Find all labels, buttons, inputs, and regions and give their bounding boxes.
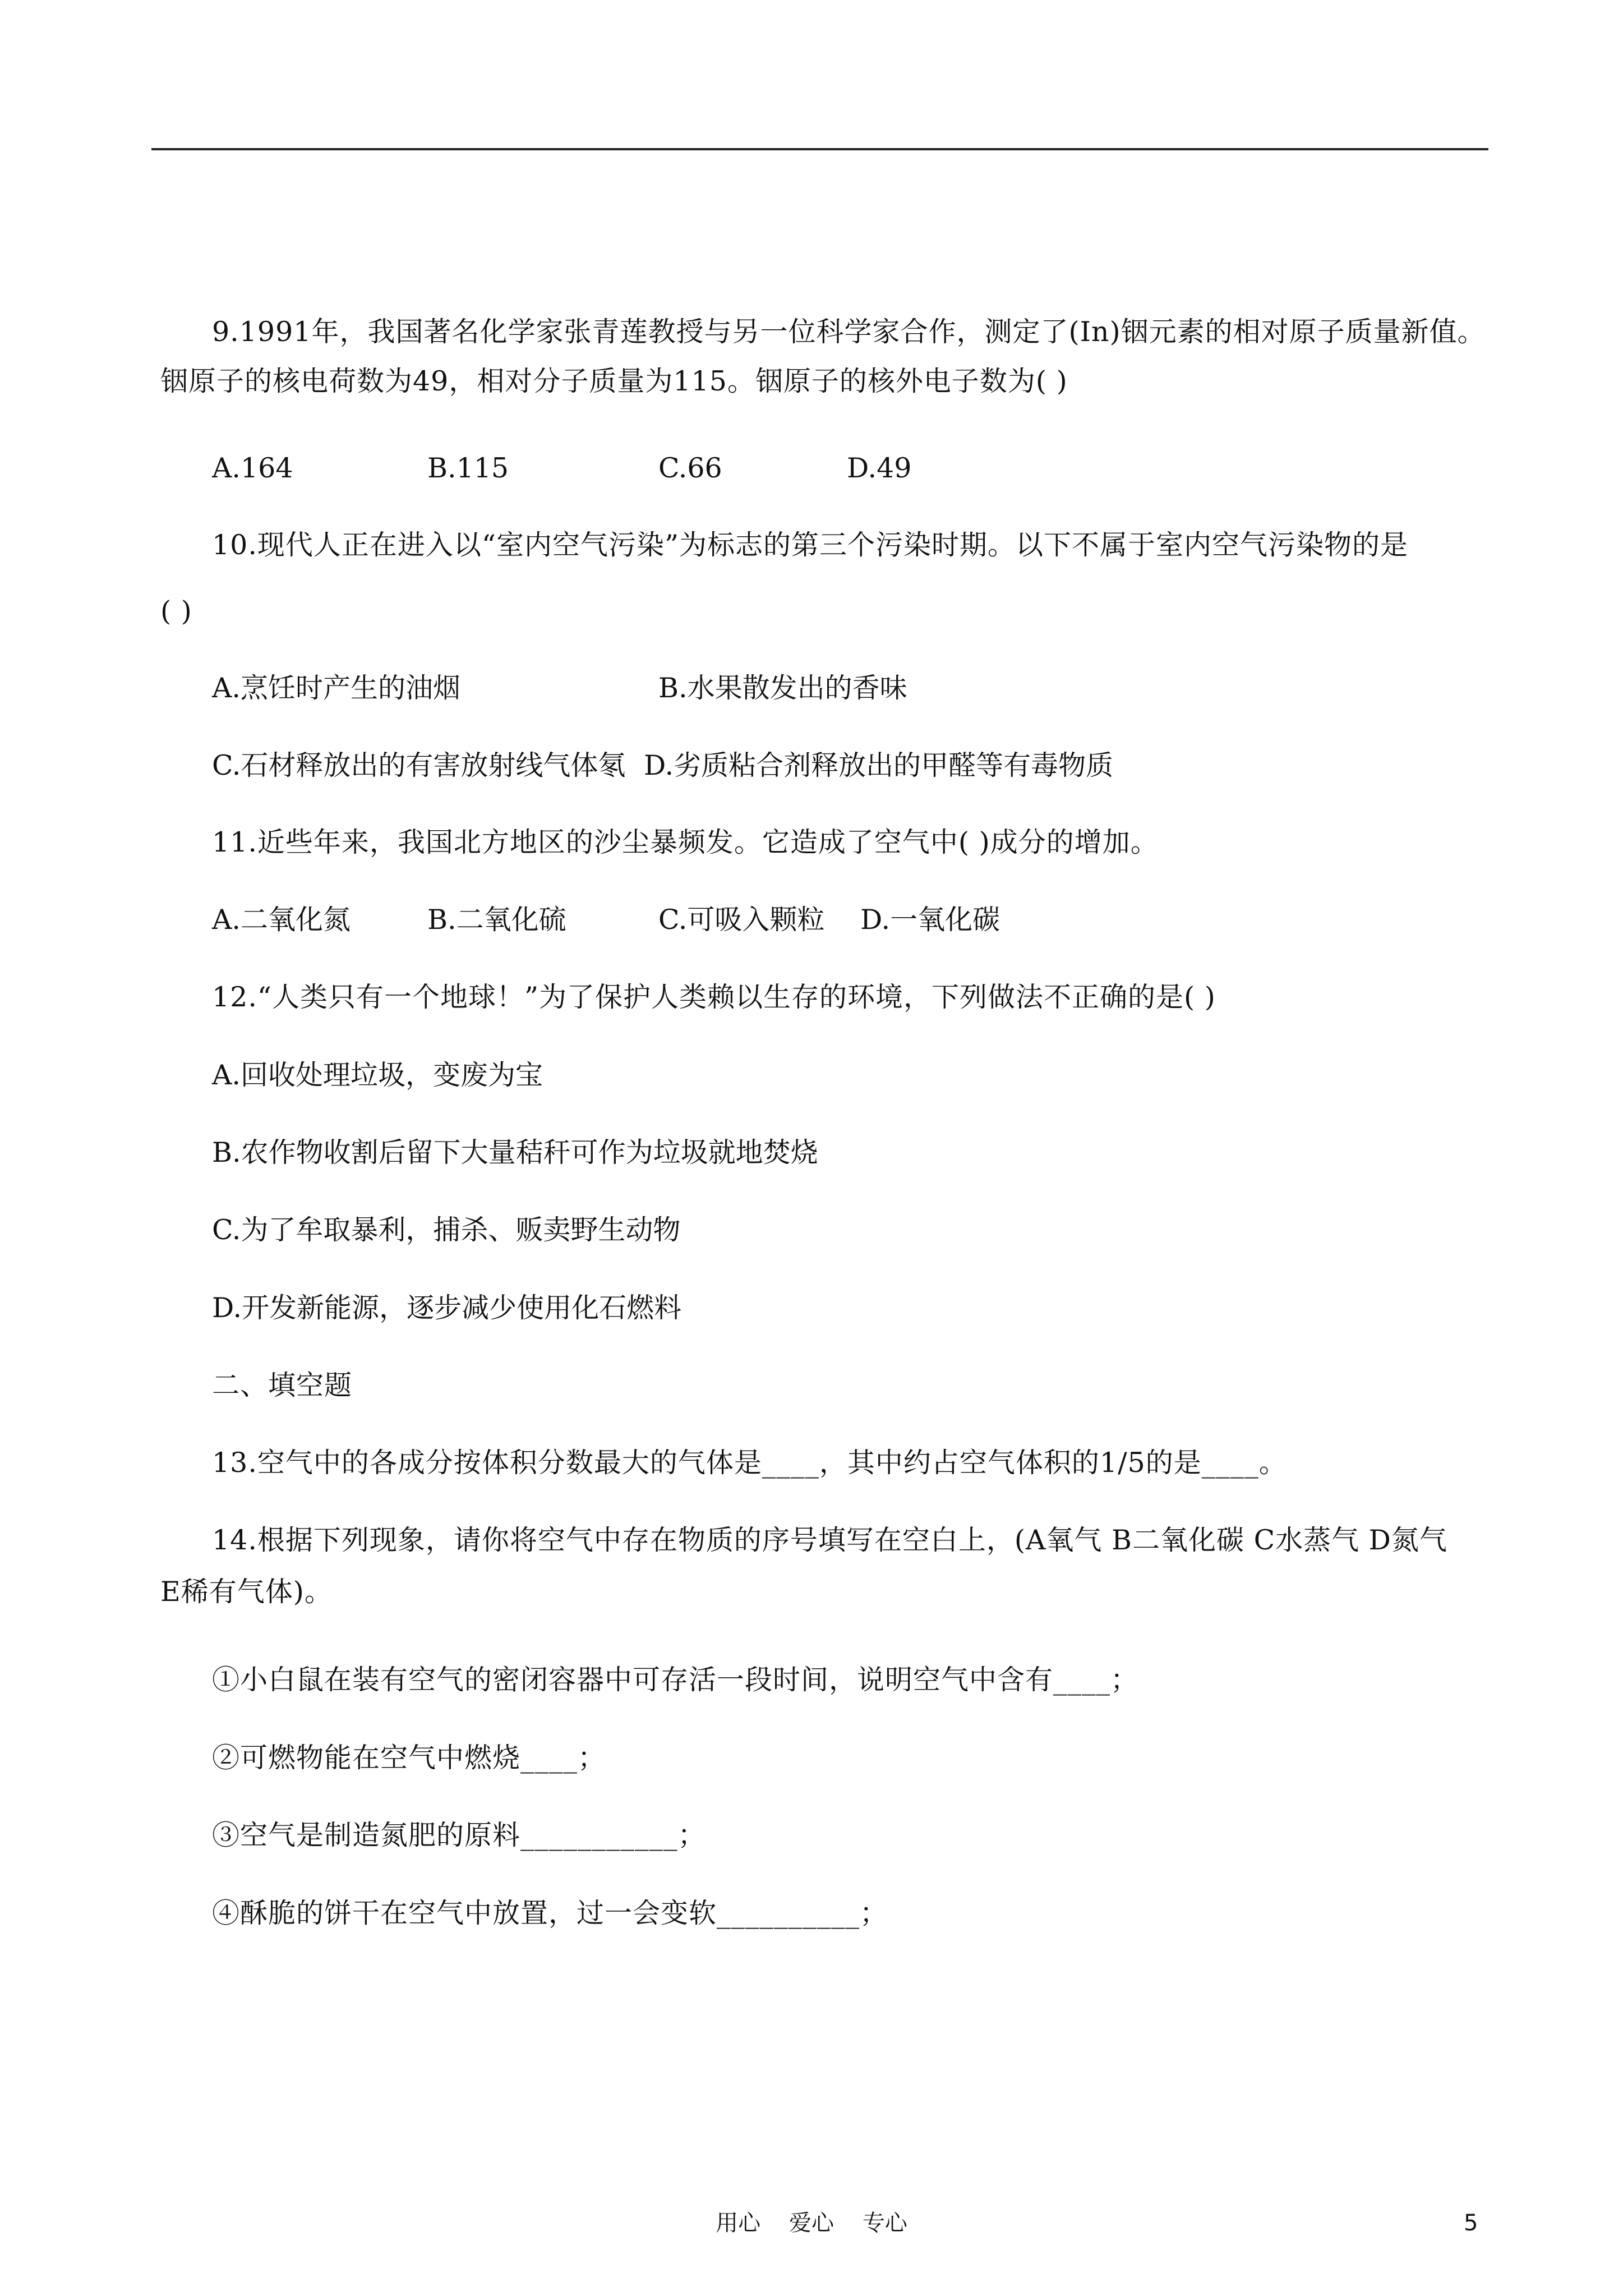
page-number: 5 bbox=[1464, 2210, 1478, 2236]
q13-line1: 13.空气中的各成分按体积分数最大的气体是____，其中约占空气体积的1/5的是____。 bbox=[212, 1447, 1287, 1479]
section-heading: 二、填空题 bbox=[212, 1369, 353, 1401]
q10-option-d: D.劣质粘合剂释放出的甲醛等有毒物质 bbox=[644, 749, 1114, 781]
q10-option-b: B.水果散发出的香味 bbox=[658, 672, 907, 704]
q14-item-4: ④酥脆的饼干在空气中放置，过一会变软__________； bbox=[212, 1897, 888, 1929]
q14-item-2: ②可燃物能在空气中燃烧____； bbox=[212, 1742, 606, 1774]
q9-line1: 9.1991年，我国著名化学家张青莲教授与另一位科学家合作，测定了(In)铟元素的相对原子质量新值。 bbox=[212, 316, 1486, 348]
q12-option-d: D.开发新能源，逐步减少使用化石燃料 bbox=[212, 1292, 682, 1324]
q9-option-b: B.115 bbox=[427, 452, 509, 484]
q9-option-a: A.164 bbox=[212, 452, 293, 484]
q12-option-b: B.农作物收割后留下大量秸秆可作为垃圾就地焚烧 bbox=[212, 1137, 818, 1168]
page-footer: 用心 爱心 专心 bbox=[716, 2210, 907, 2236]
q12-line1: 12.“人类只有一个地球！”为了保护人类赖以生存的环境，下列做法不正确的是( ) bbox=[212, 981, 1216, 1013]
q14-line1: 14.根据下列现象，请你将空气中存在物质的序号填写在空白上，(A氧气 B二氧化碳 C水蒸气 D氮气 bbox=[212, 1524, 1447, 1556]
q9-option-d: D.49 bbox=[847, 452, 912, 484]
q11-line1: 11.近些年来，我国北方地区的沙尘暴频发。它造成了空气中( )成分的增加。 bbox=[212, 826, 1159, 858]
q11-option-b: B.二氧化硫 bbox=[427, 904, 566, 936]
q10-line2: ( ) bbox=[160, 595, 192, 627]
q11-option-c: C.可吸入颗粒 bbox=[658, 904, 825, 936]
q9-line2: 铟原子的核电荷数为49，相对分子质量为115。铟原子的核外电子数为( ) bbox=[160, 365, 1068, 397]
q14-item-3: ③空气是制造氮肥的原料___________； bbox=[212, 1819, 706, 1851]
header-rule bbox=[151, 148, 1488, 150]
q14-item-1: ①小白鼠在装有空气的密闭容器中可存活一段时间，说明空气中含有____； bbox=[212, 1664, 1139, 1696]
q11-option-d: D.一氧化碳 bbox=[860, 904, 1000, 936]
q14-line2: E稀有气体)。 bbox=[160, 1576, 333, 1608]
q10-line1: 10.现代人正在进入以“室内空气污染”为标志的第三个污染时期。以下不属于室内空气污染物的是 bbox=[212, 529, 1409, 561]
q10-option-c: C.石材释放出的有害放射线气体氡 bbox=[212, 749, 626, 781]
q12-option-c: C.为了牟取暴利，捕杀、贩卖野生动物 bbox=[212, 1214, 681, 1246]
q9-option-c: C.66 bbox=[658, 452, 722, 484]
q11-option-a: A.二氧化氮 bbox=[212, 904, 351, 936]
q12-option-a: A.回收处理垃圾，变废为宝 bbox=[212, 1059, 543, 1091]
q10-option-a: A.烹饪时产生的油烟 bbox=[212, 672, 460, 704]
